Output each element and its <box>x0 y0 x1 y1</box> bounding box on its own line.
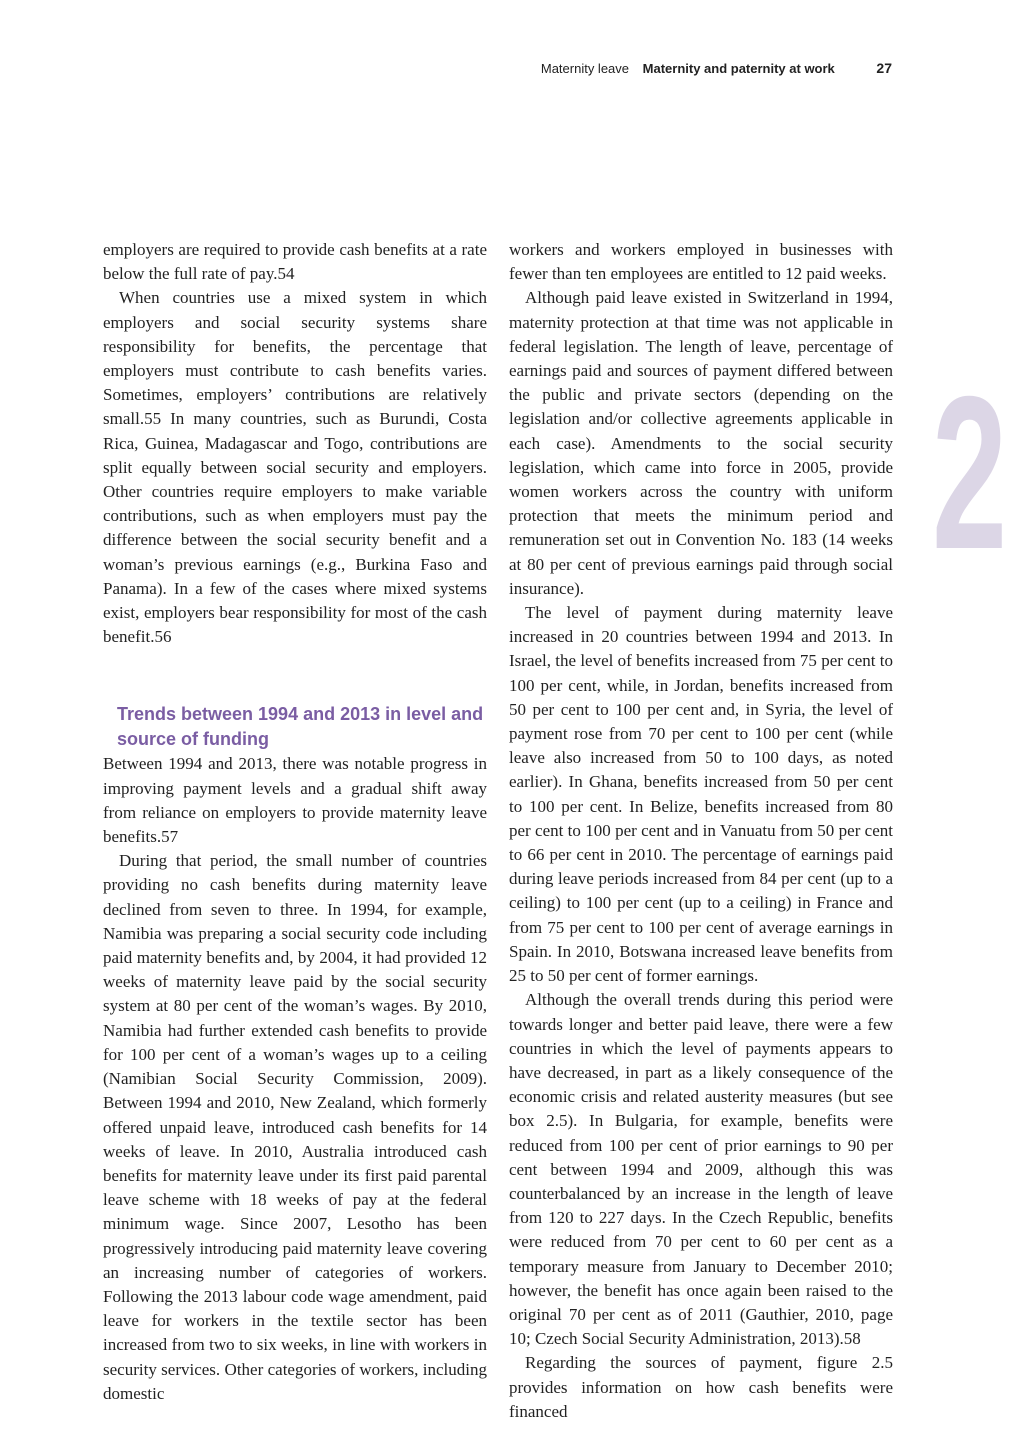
paragraph: When countries use a mixed system in which employers and social security systems share responsibility for benefits, the percentage that employers must contribute to cash benefits varies. Sometimes, employers’ contributions are relatively small.55 In many countries, such as Burundi, Costa Rica, Guinea, Madagascar and Togo, contributions are split equally between social security and employers. Other countries require employers to make variable contributions, such as when employers must pay the difference between the social security benefit and a woman’s previous earnings (e.g., Burkina Faso and Panama). In a few of the cases where mixed systems exist, employers bear responsibility for most of the cash benefit.56 <box>103 288 487 647</box>
paragraph: Although the overall trends during this period were towards longer and better paid leave, there were a few countries in which the level of payments appears to have decreased, in part as a likely consequence of the economic crisis and related austerity measures (but see box 2.5). In Bulgaria, for example, benefits were reduced from 100 per cent of prior earnings to 90 per cent between 1994 and 2009, although this was counterbalanced by an increase in the length of leave from 120 to 227 days. In the Czech Republic, benefits were reduced from 70 per cent to 60 per cent as a temporary measure from January to December 2010; however, the benefit has once again been raised to the original 70 per cent as of 2011 (Gauthier, 2010, page 10; Czech Social Security Administration, 2013).58 <box>509 990 893 1349</box>
section-title: Maternity leave <box>540 61 630 76</box>
paragraph: workers and workers employed in businesses with fewer than ten employees are entitled to 12 paid weeks. <box>509 240 893 284</box>
paragraph: The level of payment during maternity leave increased in 20 countries between 1994 and 2013. In Israel, the level of benefits increased from 75 per cent to 100 per cent, while, in Jordan, benefits increased from 50 per cent to 100 per cent and, in Syria, the level of payment rose from 70 per cent to 100 per cent (while leave also increased from 50 to 100 days, as noted earlier). In Ghana, benefits increased from 50 per cent to 100 per cent. In Belize, benefits increased from 80 per cent to 100 per cent and in Vanuatu from 50 per cent to 66 per cent in 2010. The percentage of earnings paid during leave periods increased from 84 per cent (up to a ceiling) to 100 per cent (up to a ceiling) in France and from 75 per cent to 100 per cent of average earnings in Spain. In 2010, Botswana increased leave benefits from 25 to 50 per cent of former earnings. <box>509 603 893 986</box>
page-number: 27 <box>876 60 892 76</box>
chapter-marker: 2 <box>932 352 1008 595</box>
right-column <box>509 238 893 1424</box>
section-heading: Trends between 1994 and 2013 in level and source of funding <box>117 704 484 750</box>
book-title: Maternity and paternity at work <box>642 61 835 76</box>
paragraph: Although paid leave existed in Switzerland in 1994, maternity protection at that time was not applicable in federal legislation. The length of leave, percentage of earnings paid and sources of payment differed between the public and private sectors (depending on the legislation and/or collective agreements applicable in each case). Amendments to the social security legislation, which came into force in 2005, provide women workers across the country with uniform protection that meets the minimum period and remuneration set out in Convention No. 183 (14 weeks at 80 per cent of previous earnings paid through social insurance). <box>509 288 893 598</box>
left-column <box>103 238 487 1406</box>
paragraph: During that period, the small number of countries providing no cash benefits during maternity leave declined from seven to three. In 1994, for example, Namibia was preparing a social security code including paid maternity benefits and, by 2004, it had provided 12 weeks of maternity leave paid by the social security system at 80 per cent of the woman’s wages. By 2010, Namibia had further extended cash benefits to provide for 100 per cent of a woman’s wages up to a ceiling (Namibian Social Security Commission, 2009). Between 1994 and 2010, New Zealand, which formerly offered unpaid leave, introduced cash benefits for 14 weeks of leave. In 2010, Australia introduced cash benefits for maternity leave under its first paid parental leave scheme with 18 weeks of pay at the federal minimum wage. Since 2007, Lesotho has been progressively introducing paid maternity leave covering an increasing number of categories of workers. Following the 2013 labour code wage amendment, paid leave for workers in the textile sector has been increased from two to six weeks, in line with workers in security services. Other categories of workers, including domestic <box>103 851 487 1403</box>
paragraph: Regarding the sources of payment, figure 2.5 provides information on how cash benefits were financed <box>509 1353 893 1421</box>
paragraph: employers are required to provide cash benefits at a rate below the full rate of pay.54 <box>103 240 487 284</box>
paragraph: Between 1994 and 2013, there was notable progress in improving payment levels and a gradual shift away from reliance on employers to provide maternity leave benefits.57 <box>103 754 487 847</box>
running-head <box>541 60 892 76</box>
